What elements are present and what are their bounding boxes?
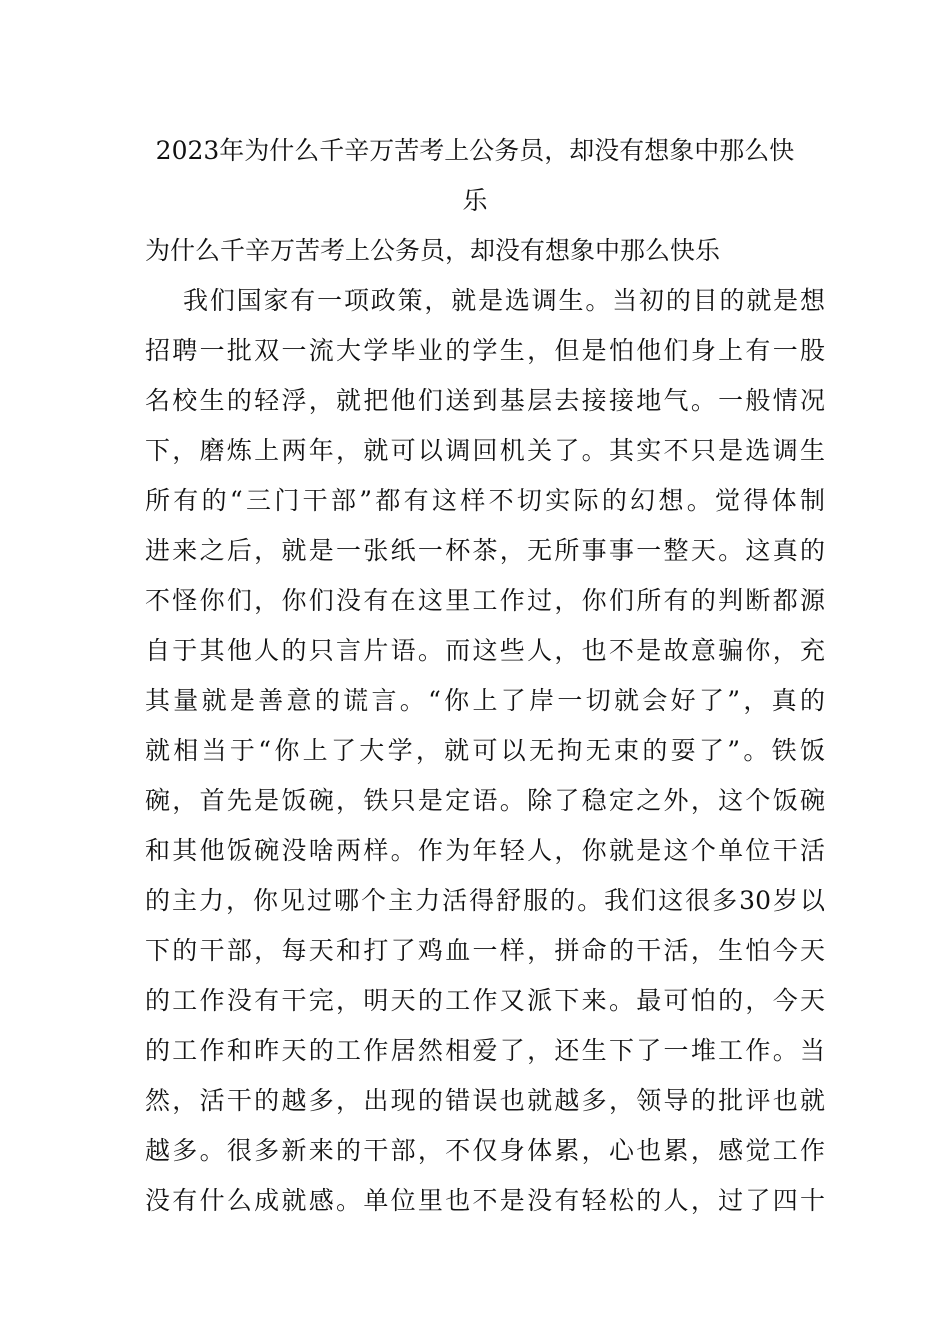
- body-line-7: 不怪你们，你们没有在这里工作过，你们所有的判断都源: [145, 586, 825, 615]
- body-line-18: 越多。很多新来的干部，不仅身体累，心也累，感觉工作: [145, 1136, 825, 1165]
- body-line-5: 所有的“三门干部”都有这样不切实际的幻想。觉得体制: [145, 486, 825, 515]
- body-line-16: 的工作和昨天的工作居然相爱了，还生下了一堆工作。当: [145, 1036, 825, 1065]
- document-title-line-1: 2023年为什么千辛万苦考上公务员，却没有想象中那么快: [155, 136, 795, 165]
- body-line-2: 招聘一批双一流大学毕业的学生，但是怕他们身上有一股: [145, 336, 825, 365]
- body-line-8: 自于其他人的只言片语。而这些人，也不是故意骗你，充: [145, 636, 825, 665]
- document-title-line-2: 乐: [462, 186, 488, 215]
- document-subtitle: 为什么千辛万苦考上公务员，却没有想象中那么快乐: [145, 236, 721, 265]
- body-line-1: 我们国家有一项政策，就是选调生。当初的目的就是想: [183, 286, 825, 315]
- body-line-11: 碗，首先是饭碗，铁只是定语。除了稳定之外，这个饭碗: [145, 786, 825, 815]
- body-line-13: 的主力，你见过哪个主力活得舒服的。我们这很多30岁以: [145, 886, 825, 915]
- body-line-14: 下的干部，每天和打了鸡血一样，拼命的干活，生怕今天: [145, 936, 825, 965]
- body-line-19: 没有什么成就感。单位里也不是没有轻松的人，过了四十: [145, 1186, 825, 1215]
- body-line-6: 进来之后，就是一张纸一杯茶，无所事事一整天。这真的: [145, 536, 825, 565]
- body-line-15: 的工作没有干完，明天的工作又派下来。最可怕的，今天: [145, 986, 825, 1015]
- body-line-10: 就相当于“你上了大学，就可以无拘无束的耍了”。铁饭: [145, 736, 825, 765]
- body-line-3: 名校生的轻浮，就把他们送到基层去接接地气。一般情况: [145, 386, 825, 415]
- body-line-12: 和其他饭碗没啥两样。作为年轻人，你就是这个单位干活: [145, 836, 825, 865]
- body-line-9: 其量就是善意的谎言。“你上了岸一切就会好了”，真的: [145, 686, 825, 715]
- body-line-4: 下，磨炼上两年，就可以调回机关了。其实不只是选调生: [145, 436, 825, 465]
- body-line-17: 然，活干的越多，出现的错误也就越多，领导的批评也就: [145, 1086, 825, 1115]
